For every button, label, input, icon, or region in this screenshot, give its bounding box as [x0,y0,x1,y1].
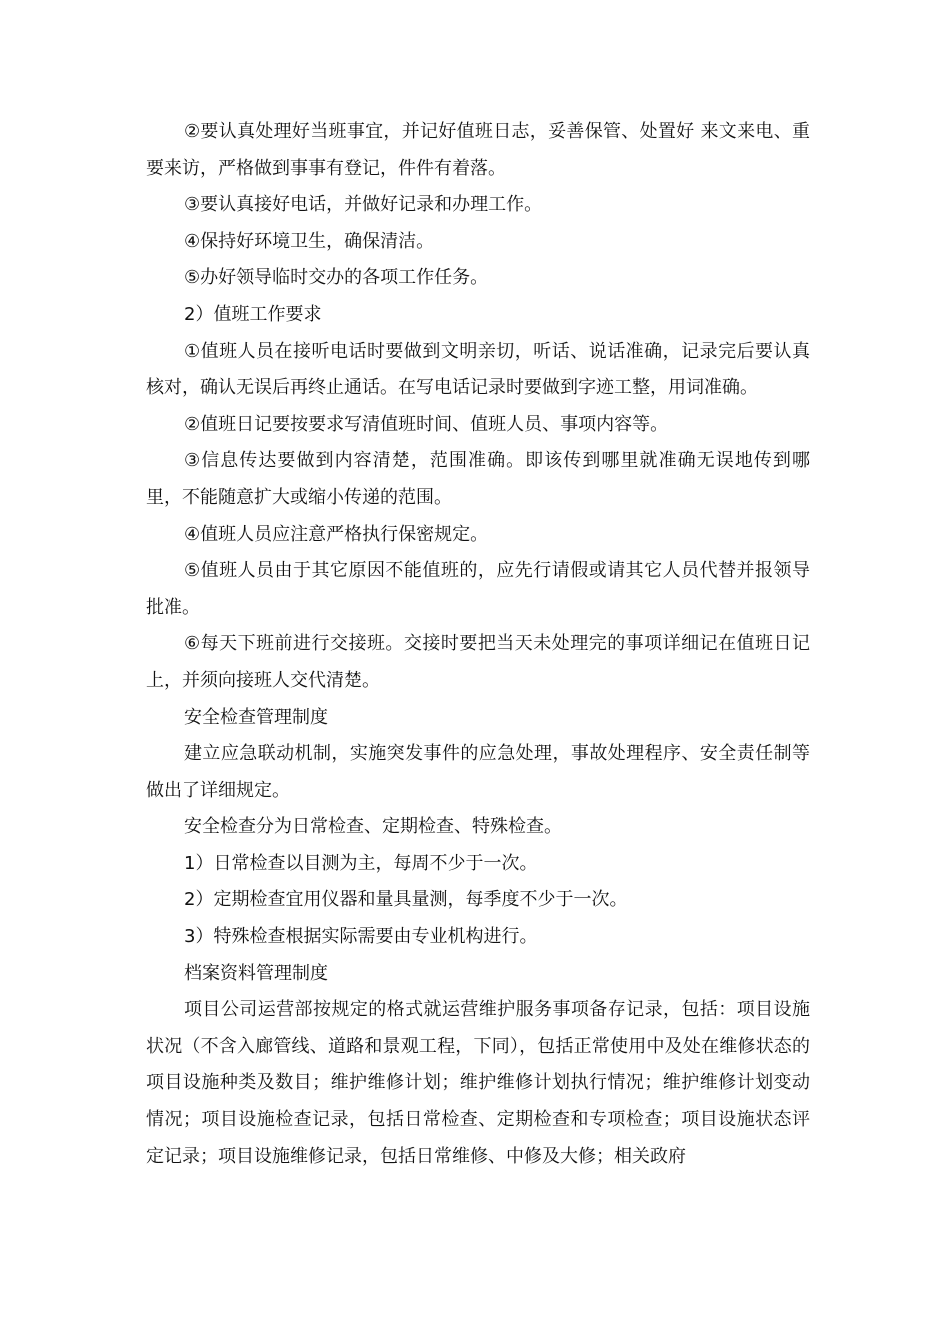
section-heading: 安全检查管理制度 [184,706,328,728]
paragraph: ②要认真处理好当班事宜，并记好值班日志，妥善保管、处置好 来文来电、重要来访，严格做到事事有登记，件件有着落。 [146,121,810,179]
list-item: 1）日常检查以目测为主，每周不少于一次。 [184,852,538,874]
section-subheading: 2）值班工作要求 [184,303,322,325]
document-body [146,114,810,1175]
paragraph: ③要认真接好电话，并做好记录和办理工作。 [184,194,543,216]
paragraph: ⑥每天下班前进行交接班。交接时要把当天未处理完的事项详细记在值班日记上，并须向接班人交代清楚。 [146,633,810,691]
paragraph: ⑤办好领导临时交办的各项工作任务。 [184,267,489,289]
list-item: 2）定期检查宜用仪器和量具量测，每季度不少于一次。 [184,889,628,911]
paragraph: ④值班人员应注意严格执行保密规定。 [184,523,489,545]
paragraph: 安全检查分为日常检查、定期检查、特殊检查。 [184,816,562,838]
paragraph: ③信息传达要做到内容清楚，范围准确。即该传到哪里就准确无误地传到哪里，不能随意扩大或缩小传递的范围。 [146,450,810,508]
paragraph: 建立应急联动机制，实施突发事件的应急处理，事故处理程序、安全责任制等做出了详细规定。 [146,743,810,801]
paragraph: ①值班人员在接听电话时要做到文明亲切，听话、说话准确，记录完后要认真核对，确认无误后再终止通话。在写电话记录时要做到字迹工整，用词准确。 [146,340,810,399]
paragraph: ②值班日记要按要求写清值班时间、值班人员、事项内容等。 [184,413,669,435]
list-item: 3）特殊检查根据实际需要由专业机构进行。 [184,926,538,948]
paragraph: ⑤值班人员由于其它原因不能值班的，应先行请假或请其它人员代替并报领导批准。 [146,560,810,618]
section-heading: 档案资料管理制度 [184,962,328,984]
paragraph: ④保持好环境卫生，确保清洁。 [184,230,435,252]
paragraph: 项目公司运营部按规定的格式就运营维护服务事项备存记录，包括：项目设施状况（不含入廊管线、道路和景观工程，下同），包括正常使用中及处在维修状态的项目设施种类及数目；维护维修计划；维护维修计划执行情况；维护维修计划变动情况；项目设施检查记录，包括日常检查、定期检查和专项检查；项目设施状态评定记录；项目设施维修记录，包括日常维修、中修及大修；相关政府 [146,999,810,1167]
